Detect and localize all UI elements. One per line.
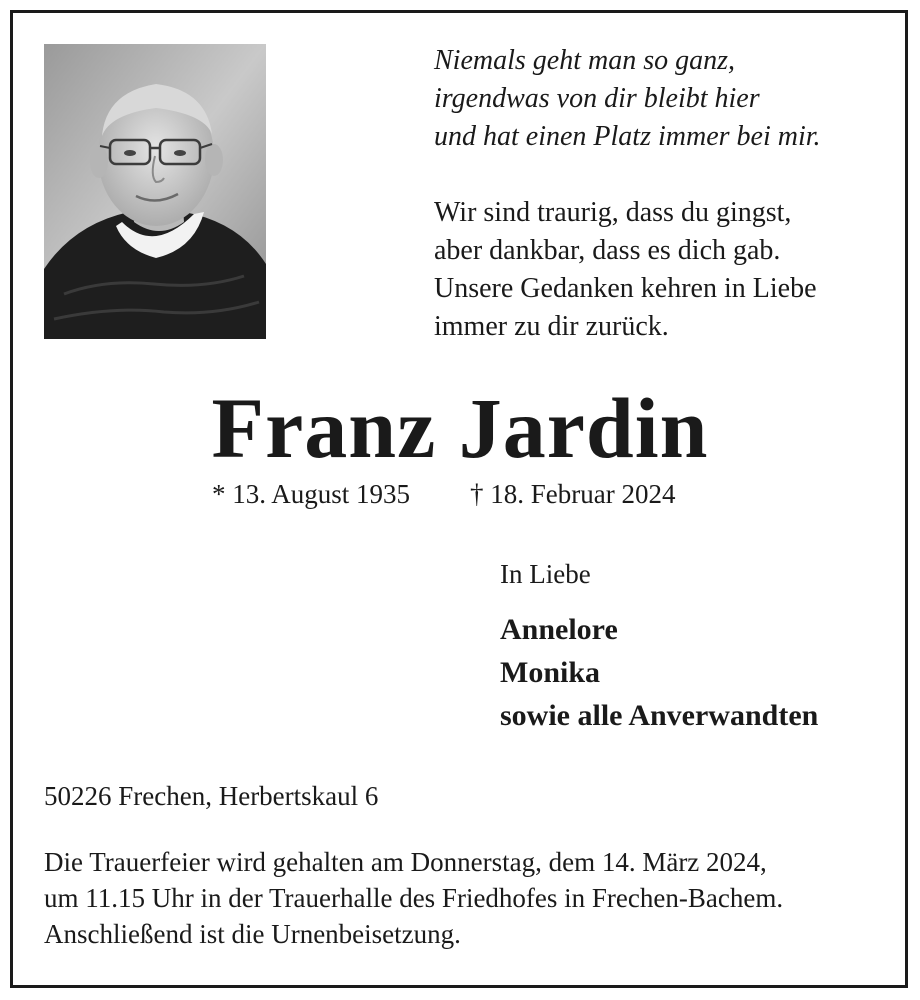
death-date: † 18. Februar 2024: [470, 479, 676, 509]
signoff-text: In Liebe: [500, 559, 591, 589]
deceased-name: Franz Jardin: [211, 380, 709, 476]
mourner-name: Monika: [500, 656, 601, 689]
poem-line: Niemals geht man so ganz,: [434, 45, 735, 76]
ceremony-notice: [44, 844, 783, 952]
ceremony-line: Anschließend ist die Urnenbeisetzung.: [44, 919, 461, 949]
birth-date: * 13. August 1935: [212, 479, 411, 509]
mourner-name: sowie alle Anverwandten: [500, 699, 819, 732]
ceremony-line: Die Trauerfeier wird gehalten am Donnerstag, dem 14. März 2024,: [44, 847, 767, 877]
poem-verse-upright: [434, 194, 817, 346]
poem-verse-italic: [434, 42, 821, 156]
mourner-name: Annelore: [500, 613, 618, 646]
portrait-photo: [44, 44, 266, 339]
mourners-list: [500, 608, 818, 737]
poem-line: irgendwas von dir bleibt hier: [434, 83, 760, 114]
poem-line: Wir sind traurig, dass du gingst,: [434, 197, 792, 228]
ceremony-line: um 11.15 Uhr in der Trauerhalle des Friedhofes in Frechen-Bachem.: [44, 883, 784, 913]
poem-line: immer zu dir zurück.: [434, 311, 669, 342]
poem-line: aber dankbar, dass es dich gab.: [434, 235, 781, 266]
address-line: 50226 Frechen, Herbertskaul 6: [44, 781, 379, 811]
poem-line: und hat einen Platz immer bei mir.: [434, 121, 821, 152]
poem-line: Unsere Gedanken kehren in Liebe: [434, 273, 817, 304]
